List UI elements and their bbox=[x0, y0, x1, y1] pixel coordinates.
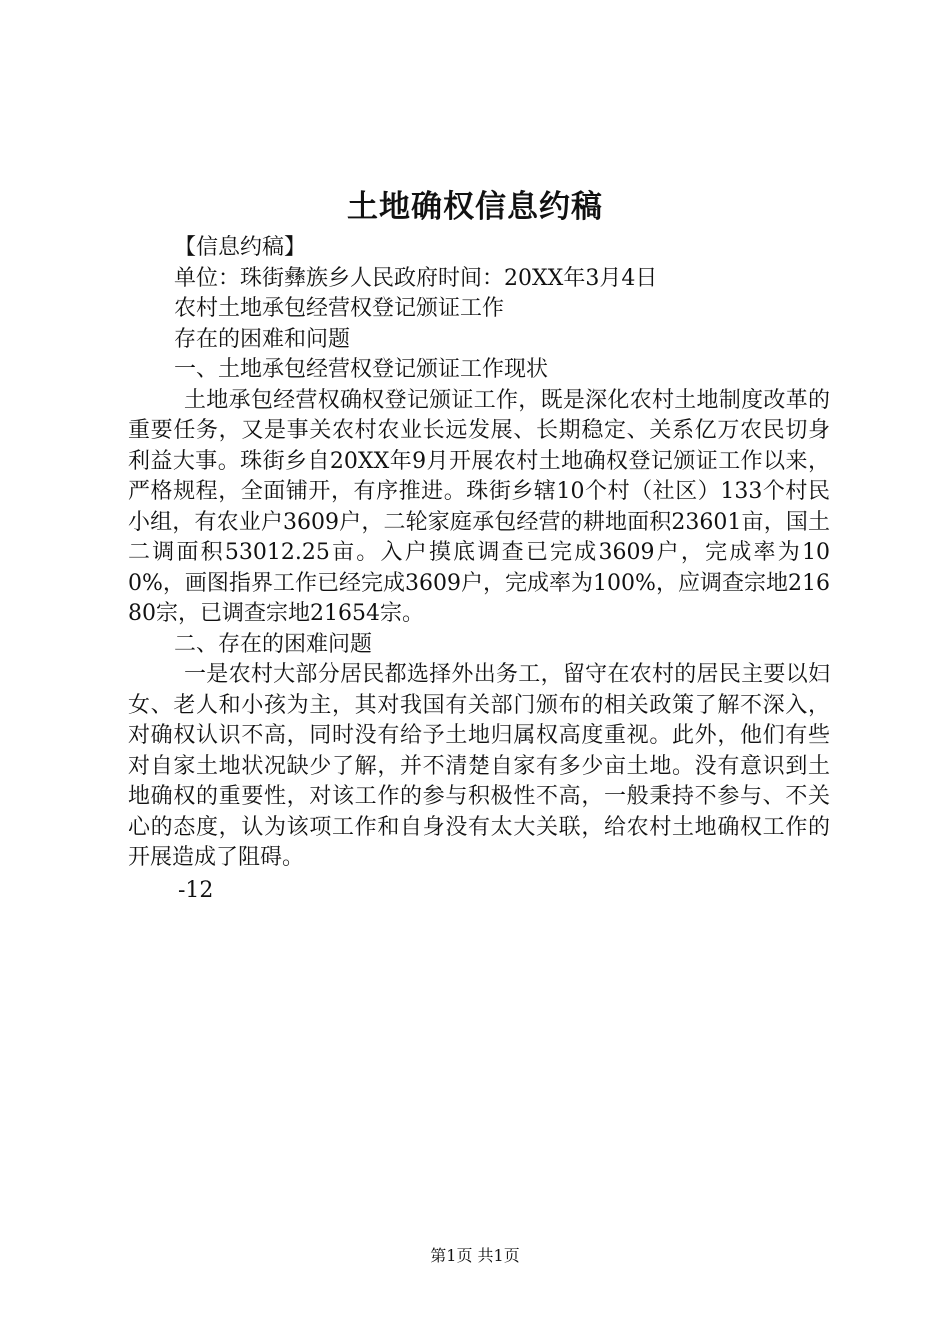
document-body bbox=[128, 233, 830, 906]
unit-time-line: 单位：珠街彝族乡人民政府时间：20XX年3月4日 bbox=[174, 265, 658, 291]
problems-line: 存在的困难和问题 bbox=[174, 326, 351, 352]
section-1-heading: 一、土地承包经营权登记颁证工作现状 bbox=[174, 357, 549, 382]
page-marker: -12 bbox=[178, 877, 214, 903]
page-footer: 第1页 共1页 bbox=[430, 1246, 520, 1265]
subject-line: 农村土地承包经营权登记颁证工作 bbox=[174, 296, 505, 321]
section-1-paragraph: 土地承包经营权确权登记颁证工作，既是深化农村土地制度改革的重要任务，又是事关农村农业长远发展、长期稳定、关系亿万农民切身利益大事。珠街乡自20XX年9月开展农村土地确权登记颁证工作以来，严格规程，全面铺开，有序推进。珠街乡辖10个村（社区）133个村民小组，有农业户3609户，二轮家庭承包经营的耕地面积23601亩，国土二调面积53012.25亩。入户摸底调查已完成3609户，完成率为100%，画图指界工作已经完成3609户，完成率为100%，应调查宗地21680宗，已调查宗地21654宗。 bbox=[128, 387, 830, 626]
section-2-heading: 二、存在的困难问题 bbox=[174, 631, 373, 657]
section-2-paragraph: 一是农村大部分居民都选择外出务工，留守在农村的居民主要以妇女、老人和小孩为主，其对我国有关部门颁布的相关政策了解不深入，对确权认识不高，同时没有给予土地归属权高度重视。此外，他们有些对自家土地状况缺少了解，并不清楚自家有多少亩土地。没有意识到土地确权的重要性，对该工作的参与积极性不高，一般秉持不参与、不关心的态度，认为该项工作和自身没有太大关联，给农村土地确权工作的开展造成了阻碍。 bbox=[128, 662, 830, 870]
document-title: 土地确权信息约稿 bbox=[347, 189, 603, 225]
header-tag: 【信息约稿】 bbox=[174, 235, 307, 260]
